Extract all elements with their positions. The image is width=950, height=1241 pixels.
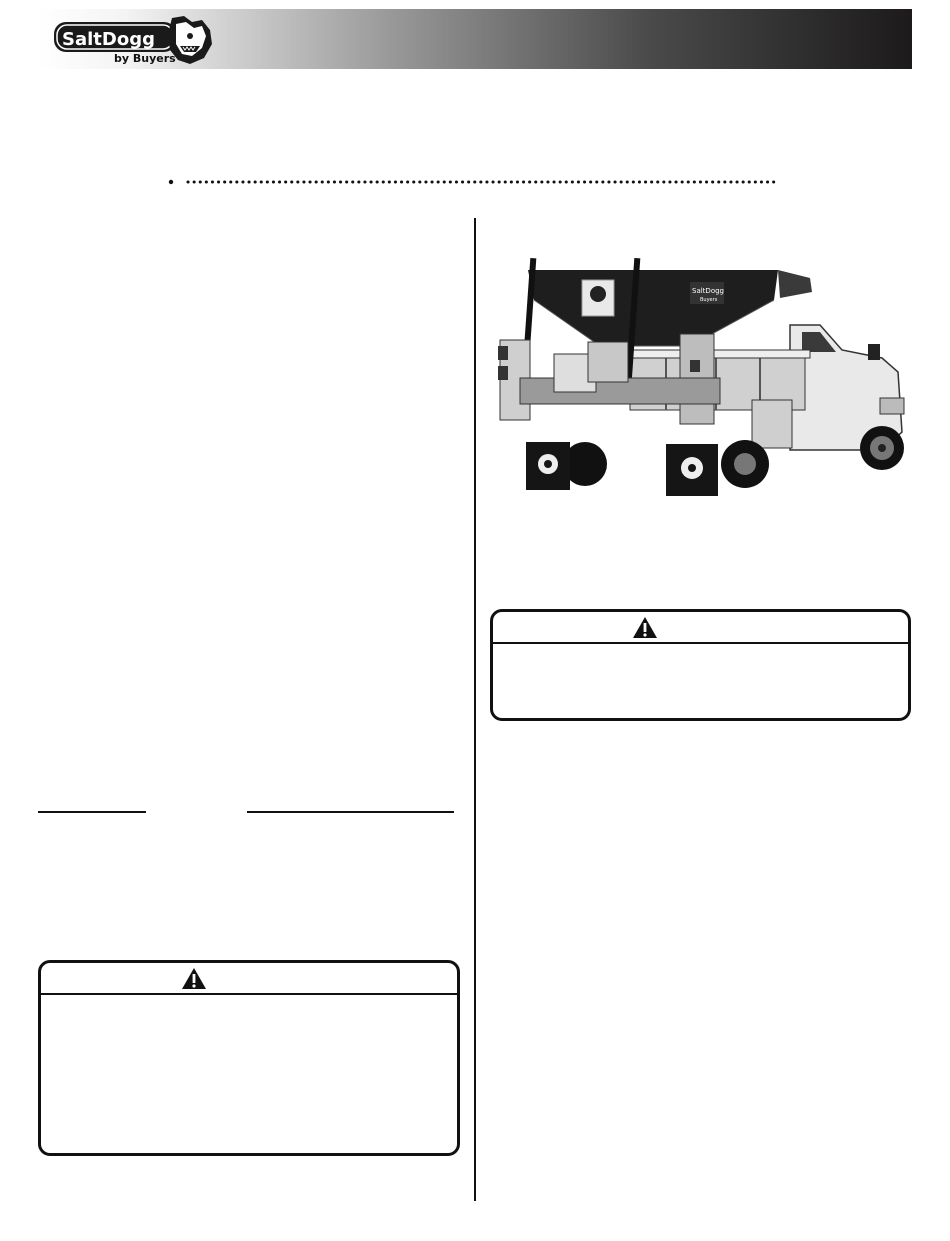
hopper-sign-byline: Buyers [700, 297, 718, 303]
warning-box-left [38, 960, 460, 1156]
warning-triangle-icon [181, 967, 207, 990]
logo-wordmark: SaltDogg [62, 29, 155, 50]
hopper-sign-text: SaltDogg [692, 287, 724, 295]
rule-left-long [247, 811, 454, 813]
warning-triangle-icon [632, 616, 658, 639]
warning-box-right [490, 609, 911, 721]
section-dotted-rule [168, 176, 780, 188]
rule-left-short [38, 811, 146, 813]
warning-box-left-header [41, 963, 457, 995]
logo-byline: by Buyers [114, 52, 176, 65]
warning-box-right-header [493, 612, 908, 644]
saltdogg-logo [52, 14, 222, 66]
truck-spreader-photo [490, 250, 915, 500]
column-divider [474, 218, 476, 1201]
